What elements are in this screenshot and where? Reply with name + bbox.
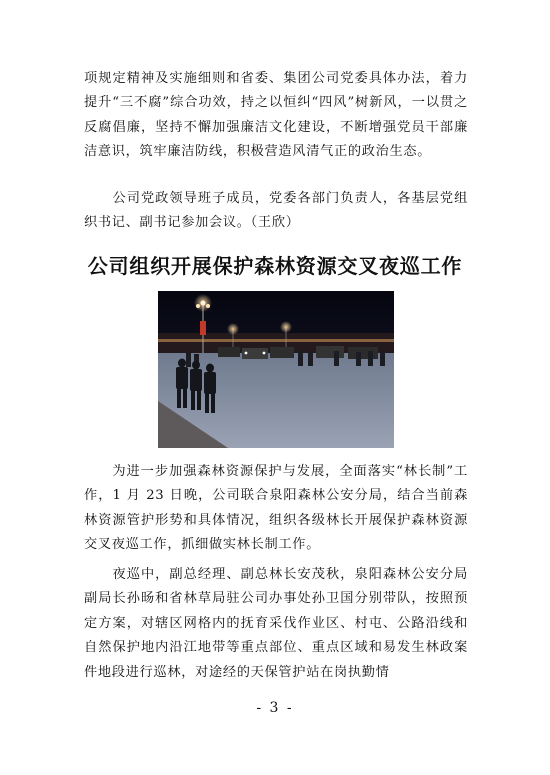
article2-paragraph-1: 为进一步加强森林资源保护与发展，全面落实“林长制”工作，1 月 23 日晚，公司联合泉阳森林公安分局，结合当前森林资源管护形势和具体情况，组织各级林长开展保护森林资源交叉夜巡工作，抓细做实林长制工作。 xyxy=(84,464,468,553)
night-patrol-photo xyxy=(158,291,394,448)
article-title: 公司组织开展保护森林资源交叉夜巡工作 xyxy=(87,254,463,278)
page-number: - 3 - xyxy=(256,700,294,716)
article1-paragraph-2: 公司党政领导班子成员，党委各部门负责人，各基层党组织书记、副书记参加会议。（王欣） xyxy=(84,191,468,231)
article2-paragraph-2: 夜巡中，副总经理、副总林长安茂秋，泉阳森林公安分局副局长孙旸和省林草局驻公司办事处孙卫国分别带队，按照预定方案，对辖区网格内的抚育采伐作业区、村屯、公路沿线和自然保护地内沿江地带等重点部位、重点区域和易发生林政案件地段进行巡林，对途经的天保管护站在岗执勤情 xyxy=(84,567,468,680)
article1-paragraph-1: 项规定精神及实施细则和省委、集团公司党委具体办法，着力提升“三不腐”综合功效，持之以恒纠“四风”树新风，一以贯之反腐倡廉，坚持不懈加强廉洁文化建设，不断增强党员干部廉洁意识，筑牢廉洁防线，积极营造风清气正的政治生态。 xyxy=(84,71,468,160)
